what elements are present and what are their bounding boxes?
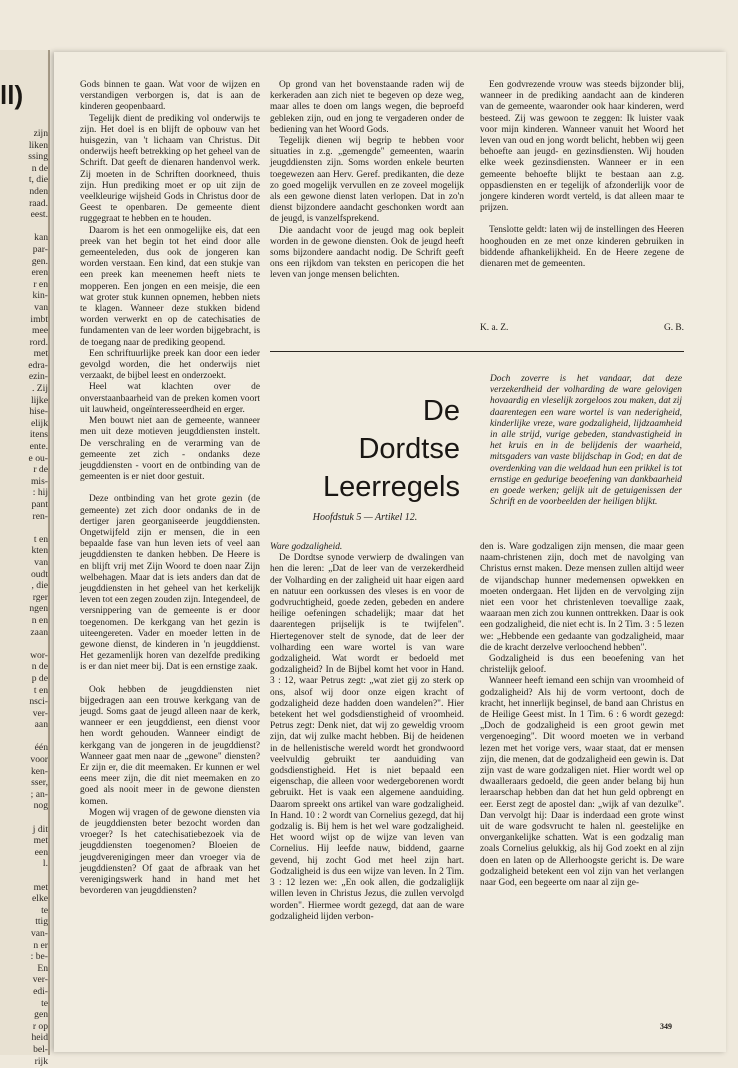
margin-symbol: ll) xyxy=(0,80,24,110)
column-2-bottom xyxy=(270,542,464,923)
paragraph: Die aandacht voor de jeugd mag ook bepleit worden in de gewone diensten. Ook de jeugd heeft soms bijzondere aandacht nodig. De Schrift geeft ons een rijkdom van teksten en pericopen die het leven van jonge mensen belichten. xyxy=(270,225,464,281)
title-line-2: Dordtse xyxy=(358,433,460,465)
article-subtitle: Hoofdstuk 5 — Artikel 12. xyxy=(312,512,418,523)
paragraph: De Dordtse synode verwierp de dwalingen van hen die leren: „Dat de leer van de verzekerdheid der Volharding en der zaligheid uit haar eigen aard en natuur een oorkussen des vleses is en voor de godvruchtigheid, goede zeden, gebeden en andere heilige oefeningen schadelijk; maar dat het daarentegen prijselijk is te twijfelen". Hiertegenover stelt de synode, dat de leer der volharding een ware wortel is van ware godzaligheid. Wat wordt er bedoeld met godzaligheid? In de Bijbel komt het voor in Hand. 3 : 12, waar Petrus zegt: „wat ziet gij zo sterk op ons, alsof wij door onze eigen kracht of godzaligheid deze hadden doen wandelen?". Hier betekent het wel godsdienstigheid of vroomheid. Petrus zegt: Denk niet, dat wij zo geweldig vroom zijn, dat wij zulke macht hebben. Bij de heidenen in de hellenistische wereld wordt het grondwoord veelvuldig gebruikt ter aanduiding van godsdienstigheid. Het is niet bepaald een eigenschap, die alleen voor wedergeborenen wordt gebruikt. Het is vaak een algemene aanduiding. Daarom spreekt ons artikel van ware godzaligheid. In Hand. 10 : 2 wordt van Cornelius gezegd, dat hij godzalig is. Bij hem is het wel ware godzaligheid. Het woord wijst op de wijze van leven van Cornelius. Hij leefde nauw, biddend, gaarne gevend, hij zocht God met heel zijn hart. Godzaligheid is dus een wijze van leven. In 2 Tim. 3 : 12 lezen we: „En ook allen, die godzaliglijk willen leven in Christus Jezus, die zullen vervolgd worden". Hiermee wordt gezegd, dat aan de ware godzaligheid lijden verbon- xyxy=(270,553,464,922)
paragraph: Ook hebben de jeugddiensten niet bijgedragen aan een trouwe kerkgang van de jeugd. Soms gaat de jeugd alleen naar de kerk, wanneer er een jeugddienst, een dienst voor hen wordt gehouden. Wanneer eindigt de kerkgang van de jongeren in de jeugddienst? Wanneer gaat men naar de „gewone" diensten? Er zijn er, die dit meemaken. Er kunnen er wel eens meer zijn, die dit niet meemaken en zo goed als nooit meer in de gewone diensten komen. xyxy=(80,684,260,807)
paragraph: den is. Ware godzaligen zijn mensen, die maar geen naam-christenen zijn, doch met de navolging van Christus ernst maken. Deze mensen zullen altijd weer de vijandschap hunner medemensen opwekken en moeten ondergaan. Het lijden en de vervolging zijn niet een voor het christenleven toevallige zaak, waaraan men zich zou kunnen onttrekken. Daar is ook een godzaligheid, die niet echt is. In 2 Tim. 3 : 5 lezen we: „Hebbende een gedaante van godzaligheid, maar die de kracht derzelve verloochend hebben". xyxy=(480,542,684,653)
section-divider xyxy=(270,351,684,352)
paragraph: Gods binnen te gaan. Wat voor de wijzen en verstandigen verborgen is, dat is aan de kinderen geopenbaard. xyxy=(80,80,260,113)
paragraph: Tegelijk dient de prediking vol onderwijs te zijn. Het doel is en blijft de opbouw van het huisgezin, van 't lichaam van Christus. Dit onderwijs heeft betrekking op het geheel van de Schrift. Dat geeft de dienaren handenvol werk. Zij moeten in de Schriften doorkneed, thuis zijn. Hun prediking moet er op uit zijn de veelkleurige wijsheid Gods in Christus door de Geest te openbaren. De gemeente dient ruggegraat te hebben en te houden. xyxy=(80,113,260,225)
margin-text-fragments: zijn liken ssing n de t, die nden raad. eest. kan par- gen. eren r en kin- van imbt mee rord. met edra- ezin- . Zij lijke hise- elijk itens ente. e ou- r de mis- : hij pant ren- t en kten van oudt , die rger ngen n en zaan wor- n de p de t en nsci- ver- aan één voor ken- sser, ; an- nog j dit met een l. met elke te ttig van- n er : be- En ver- edi- te gen r op heid bel- rijk xyxy=(28,128,48,1067)
page-number: 349 xyxy=(660,1022,672,1031)
column-2-top xyxy=(270,80,464,282)
paragraph: Heel wat klachten over de onverstaanbaarheid van de preken komen voort uit lauwheid, ongeïnteresseerdheid en erger. xyxy=(80,382,260,415)
paragraph: Deze ontbinding van het grote gezin (de gemeente) zet zich door ondanks de in de dertiger jaren georganiseerde jeugddiensten. Ongetwijfeld zijn er mensen, die in een bepaalde fase van hun leven iets of veel aan jeugddiensten te danken hebben. De Heere is en blijft vrij met Zijn Woord te doen naar Zijn welbehagen. Maar dat is iets anders dan dat de jeugddiensten in het geheel van het kerkelijk leven tot een zegen zouden zijn. Integendeel, de versnippering van de gemeente is er door toegenomen. De kerkgang van het gezin is uiteengereten. Vader en moeder letten in de gewone dienst, de kinderen in 'n jeugddienst. Het gezamenlijk horen van dezelfde prediking is er dan niet meer bij. Dat is een ernstige zaak. xyxy=(80,494,260,673)
article-title xyxy=(270,392,460,506)
paragraph: Een godvrezende vrouw was steeds bijzonder blij, wanneer in de prediking aandacht aan de kinderen van de gemeente, waaronder ook haar kinderen, werd besteed. Zij was gewoon te zeggen: Ik luister vaak voor mijn kinderen. Wanneer vanuit het Woord het leven van oud en jong wordt belicht, hebben wij geen behoefte aan jeugd- en gezinsdiensten. Wij houden elke week gezinsdiensten. Wanneer er in een gemeente behoefte blijkt te bestaan aan z.g. oppasdiensten en er tegelijk of afzonderlijk voor de jongere kinderen wordt verteld, is dat alleen maar te prijzen. xyxy=(480,80,684,214)
previous-page-margin xyxy=(0,50,50,1067)
paragraph: Op grond van het bovenstaande raden wij de kerkeraden aan zich niet te begeven op deze weg, maar alles te doen om langs wegen, die beproefd gebleken zijn, oud en jong te vergaderen onder de bediening van het Woord Gods. xyxy=(270,80,464,135)
article-quote: Doch zoverre is het vandaar, dat deze verzekerdheid der volharding de ware gelovigen hovaardig en vleselijk zorgeloos zou maken, dat zij daarentegen een ware wortel is van nederigheid, kinderlijke vreze, ware godzaligheid, lijdzaamheid in alle strijd, vurige gebeden, standvastigheid in het kruis en in de belijdenis der waarheid, mitsgaders van vaste blijdschap in God; en dat de overdenking van die weldaad hun een prikkel is tot ernstige en gedurige beoefening van dankbaarheid en goede werken; gelijk uit de getuigenissen der Schrift en de voorbeelden der heiligen blijkt. xyxy=(490,374,682,508)
title-line-3: Leerregels xyxy=(322,471,460,503)
paragraph: Godzaligheid is dus een beoefening van het christelijk geloof. xyxy=(480,654,684,676)
paragraph: Mogen wij vragen of de gewone diensten via de jeugddiensten beter bezocht worden dan vroeger? Is het catechisatiebezoek via de jeugddiensten toegenomen? Bloeien de jeugdverenigingen meer dan vroeger via de jeugddiensten? Of gaat de afbraak van het verenigingswerk hand in hand met het bevorderen van jeugddiensten? xyxy=(80,807,260,897)
paragraph: Tegelijk dienen wij begrip te hebben voor situaties in z.g. „gemengde" gemeenten, waarin jeugddiensten zijn. Soms worden enkele beurten toegewezen aan Herv. Geref. predikanten, die deze zo goed mogelijk vervullen en ze zoveel mogelijk als een gewone dienst laten verlopen. Dat in zo'n dienst bijzondere aandacht geschonken wordt aan de jeugd, is vanzelfsprekend. xyxy=(270,136,464,225)
signature-left: K. a. Z. xyxy=(480,323,509,333)
paragraph: Tenslotte geldt: laten wij de instellingen des Heeren hooghouden en ze met onze kinderen gebruiken in biddende afhankelijkheid. En de Heere zegene de dienaren met de gemeenten. xyxy=(480,225,684,270)
paragraph: Men bouwt niet aan de gemeente, wanneer men uit deze motieven jeugddiensten instelt. De verschraling en de verarming van de gemeente zet zich - ondanks deze jeugddiensten - voort en de ontbinding van de gemeenten is er niet door gestuit. xyxy=(80,416,260,483)
paragraph: Daarom is het een onmogelijke eis, dat een preek van het begin tot het eind door alle gemeenteleden, dus ook de jongeren kan worden verstaan. Een kind, dat een stukje van een preek kan meenemen heeft niets te mopperen. Een jongen en een meisje, die een wat groter stuk kunnen opnemen, hebben niets te klagen. Wanneer deze stukken bidend worden verwerkt en op de catechisaties de fundamenten van de leer worden bijgebracht, is de toegang naar de prediking geopend. xyxy=(80,225,260,348)
paragraph: Een schriftuurlijke preek kan door een ieder gevolgd worden, die het onderwijs niet verzaakt, de bijbel leest en onderzoekt. xyxy=(80,348,260,382)
section-heading: Ware godzaligheid. xyxy=(270,542,343,552)
paragraph: Wanneer heeft iemand een schijn van vroomheid of godzaligheid? Als hij de vorm vertoont, doch de kracht, het innerlijk beginsel, de band aan Christus en de Heilige Geest mist. In 1 Tim. 6 : 6 wordt gezegd: „Doch de godzaligheid is een groot gewin met vergenoeging". Dit woord moeten we in verband lezen met het vorige vers, waar staat, dat er mensen zijn, die menen, dat de godzaligheid een gewin is. Dat zijn vast de ware godzaligen niet. Hier wordt wel op dwaalleraars gedoeld, die geen ander belang bij hun leraarschap hebben dan dat het hun geld opbrengt en eer. Eerst zegt de apostel dan: „wijk af van dezulke". Dan vervolgt hij: Daar is inderdaad een grote winst uit de ware godsvrucht te halen nl. geestelijke en onvergankelijke schatten. Wat is een godzalig man zoals Cornelius gelukkig, als hij God zoekt en al zijn doen en laten op de Allerhoogste gericht is. De ware godzaligheid betekent een vol zijn van het verlangen naar God, een begeerte om naar al zijn ge- xyxy=(480,676,684,889)
signatures xyxy=(480,323,684,333)
signature-right: G. B. xyxy=(663,323,684,333)
title-line-1: De xyxy=(422,395,460,427)
column-3-top xyxy=(480,80,684,270)
column-1 xyxy=(80,80,260,897)
column-3-bottom xyxy=(480,542,684,889)
